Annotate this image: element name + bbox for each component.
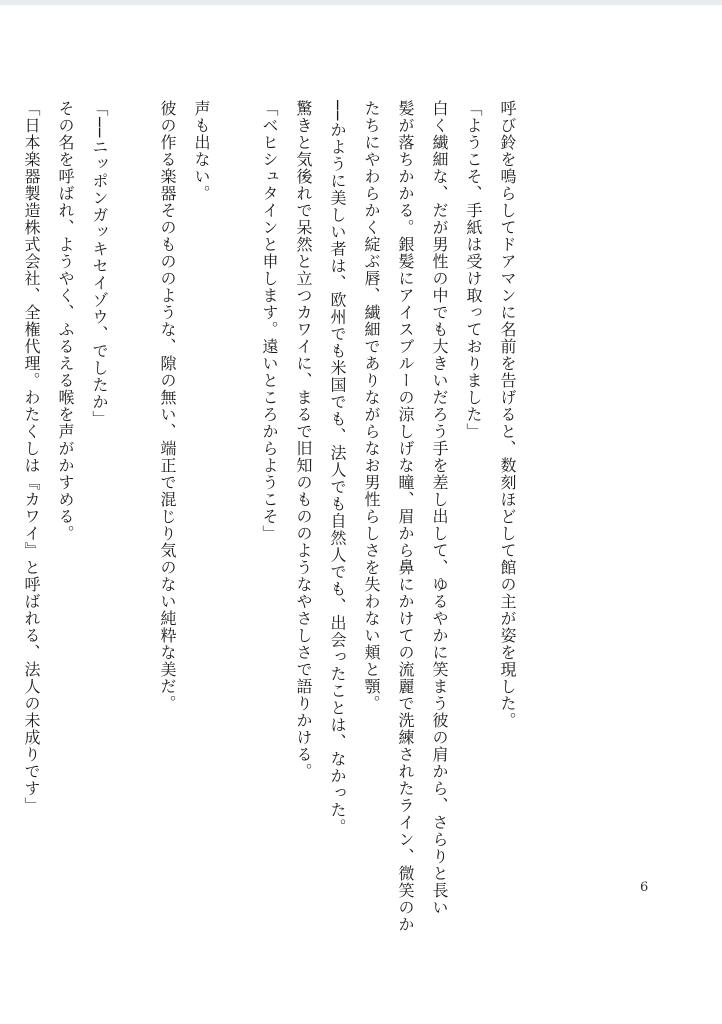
text-line: 「日本楽器製造株式会社、全権代理。わたくしは『カワイ』と呼ばれる、法人の未成りです」 [22,100,41,814]
top-edge [0,0,722,5]
text-line: 「ベヒシュタインと申します。遠いところからようこそ」 [260,100,279,542]
text-line: 驚きと気後れで呆然と立つカワイに、まるで旧知のもののようなやさしさで語りかける。 [294,100,313,780]
text-line: ──かように美しい者は、欧州でも米国でも、法人でも自然人でも、出会ったことは、なかった。 [328,100,347,836]
vertical-text-body [14,100,524,933]
text-line: たちにやわらかく綻ぶ唇、繊細でありながらなお男性らしさを失わない頬と顎。 [362,100,381,712]
text-line: 「ようこそ、手紙は受け取っておりました」 [464,100,483,440]
text-line: 呼び鈴を鳴らしてドアマンに名前を告げると、数刻ほどして館の主が姿を現した。 [498,100,517,729]
page-number: 6 [640,880,649,895]
text-line: 「──ニッポンガッキセイゾウ、でしたか」 [90,100,109,428]
text-line: 彼の作る楽器そのもののような、隙の無い、端正で混じり気のない純粋な美だ。 [158,100,177,712]
text-line: その名を呼ばれ、ようやく、ふるえる喉を声がかすめる。 [56,100,75,542]
blank-line [116,100,150,880]
text-line: 白く繊細な、だが男性の中でも大きいだろう手を差し出して、ゆるやかに笑まう彼の肩から、さらりと長い [430,100,449,916]
text-line: 髪が落ちかかる。銀髪にアイスブルーの涼しげな瞳、眉から鼻にかけての流麗で洗練されたライン、微笑のか [396,100,415,933]
text-line: 声も出ない。 [192,100,211,202]
blank-line [218,100,252,880]
